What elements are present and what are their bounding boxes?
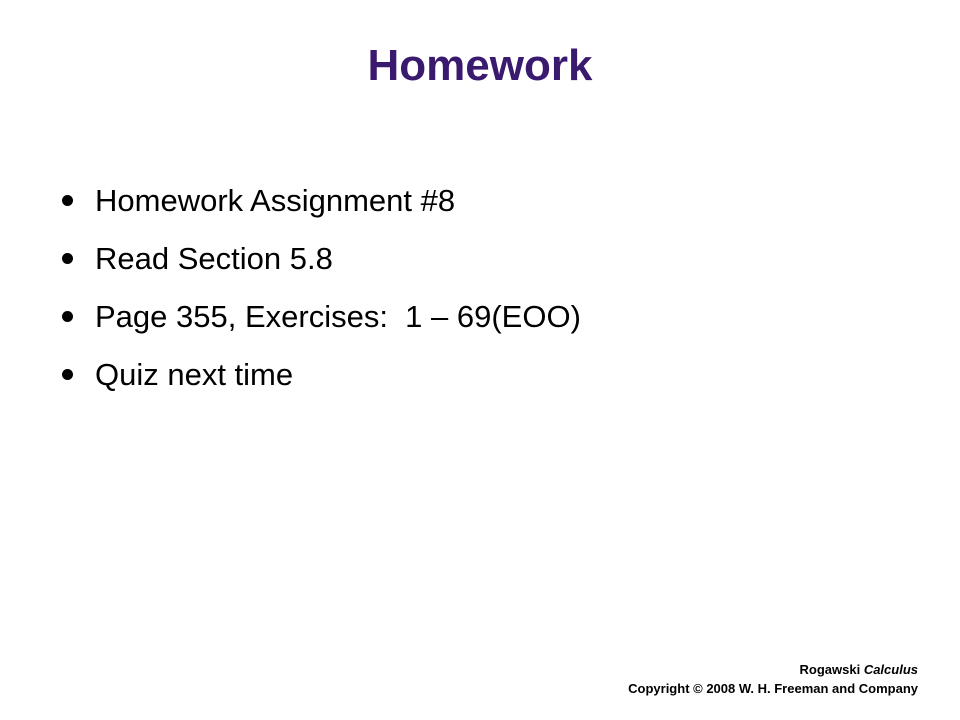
- bullet-item: [60, 172, 581, 230]
- bullet-dot-icon: [62, 195, 73, 206]
- slide-title: Homework: [367, 41, 593, 90]
- bullet-item: [60, 288, 581, 346]
- footer-attribution: [628, 660, 918, 679]
- bullet-list: [60, 172, 581, 404]
- footer: [628, 660, 918, 698]
- bullet-text: Quiz next time: [95, 357, 294, 392]
- footer-book-title: Calculus: [863, 662, 918, 677]
- bullet-item: [60, 346, 581, 404]
- bullet-item: [60, 230, 581, 288]
- bullet-dot-icon: [62, 311, 73, 322]
- bullet-text: Page 355, Exercises: 1 – 69(EOO): [95, 299, 581, 334]
- bullet-text: Read Section 5.8: [95, 241, 333, 276]
- bullet-dot-icon: [62, 369, 73, 380]
- bullet-text: Homework Assignment #8: [95, 183, 456, 218]
- bullet-dot-icon: [62, 253, 73, 264]
- footer-author: Rogawski: [799, 662, 864, 677]
- footer-copyright: Copyright © 2008 W. H. Freeman and Company: [628, 681, 918, 696]
